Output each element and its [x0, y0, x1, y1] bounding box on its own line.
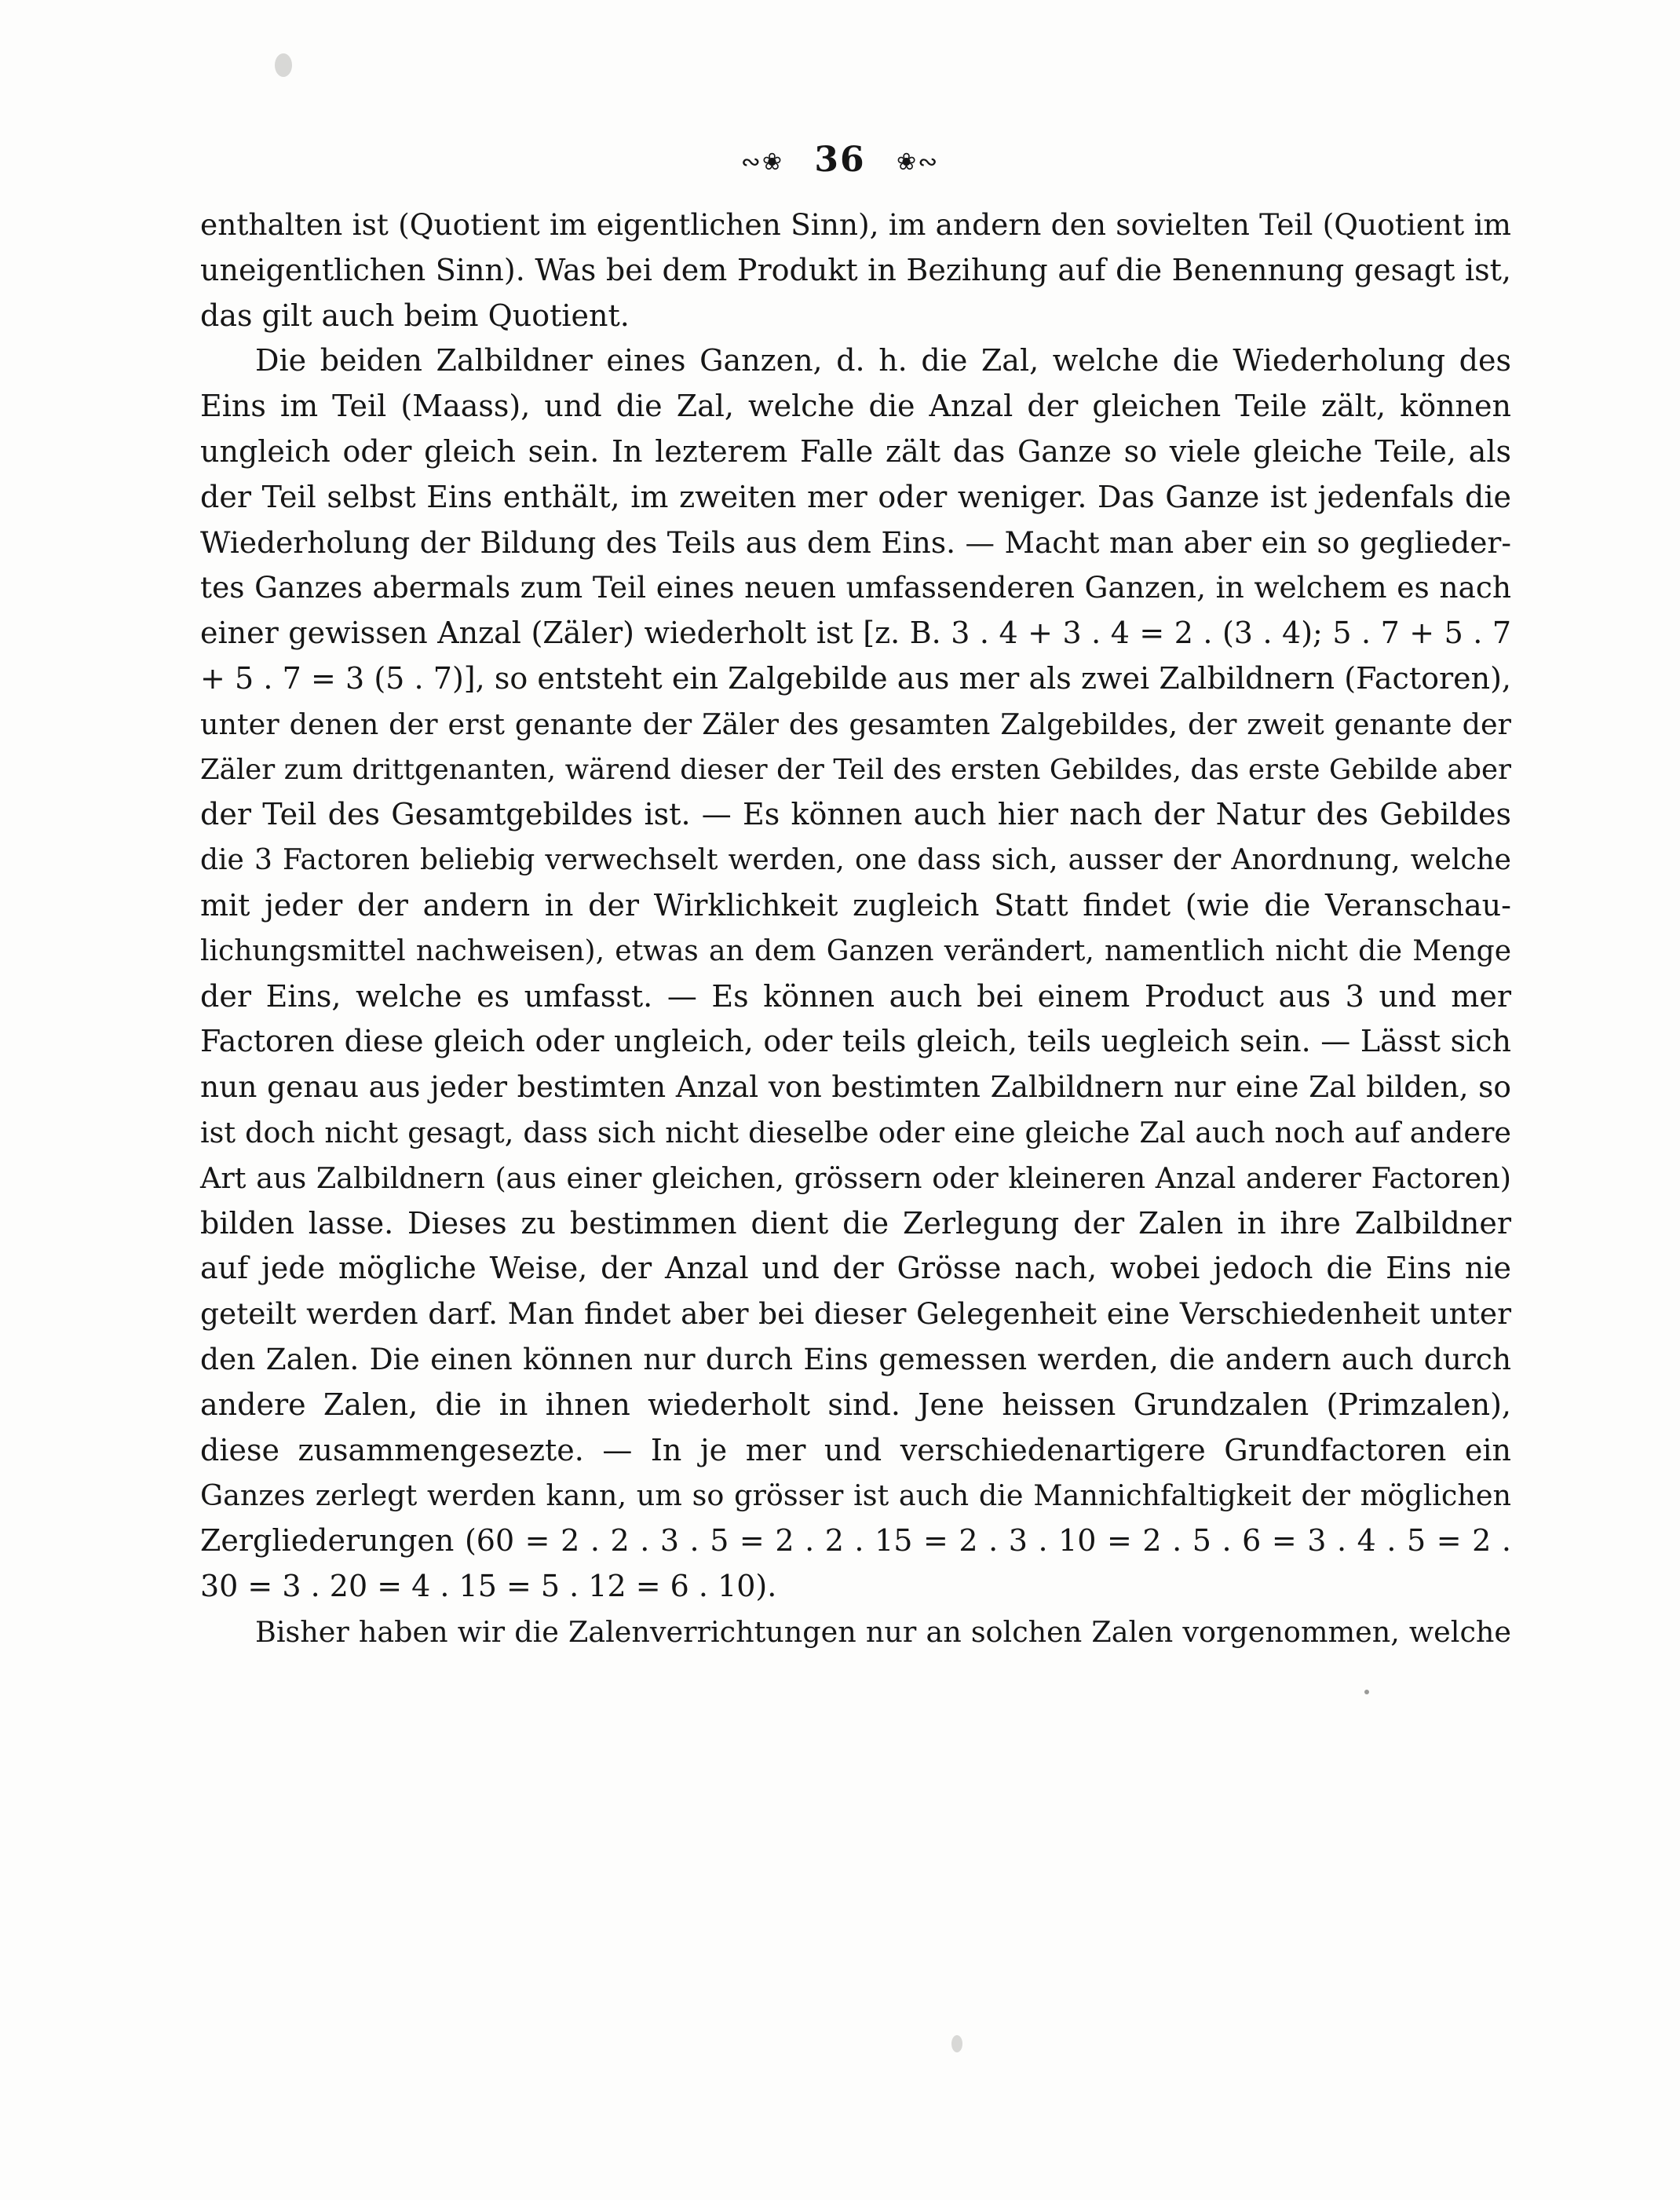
text-line: den Zalen. Die einen können nur durch Eins gemessen werden, die andern auch durch — [200, 1341, 1511, 1376]
text-line: + 5 . 7 = 3 (5 . 7)], so entsteht ein Zalgebilde aus mer als zwei Zalbildnern (Factoren), — [200, 660, 1511, 696]
text-line: enthalten ist (Quotient im eigentlichen Sinn), im andern den sovielten Teil (Quotient im — [200, 207, 1511, 242]
text-line: Factoren diese gleich oder ungleich, oder teils gleich, teils uegleich sein. — Lässt sich — [200, 1024, 1511, 1059]
page-header — [0, 140, 1680, 180]
body-text — [200, 203, 1511, 1655]
text-line: ungleich oder gleich sein. In lezterem Falle zält das Ganze so viele gleiche Teile, als — [200, 433, 1511, 469]
text-line: uneigentlichen Sinn). Was bei dem Produkt in Bezihung auf die Benennung gesagt ist, — [200, 252, 1511, 287]
text-line: 30 = 3 . 20 = 4 . 15 = 5 . 12 = 6 . 10). — [200, 1568, 777, 1603]
text-line: Art aus Zalbildnern (aus einer gleichen, grössern oder kleineren Anzal anderer Factoren) — [200, 1160, 1511, 1195]
text-line: lichungsmittel nachweisen), etwas an dem Ganzen verändert, namentlich nicht die Menge — [200, 934, 1511, 967]
text-line: Ganzes zerlegt werden kann, um so grösser ist auch die Mannichfaltigkeit der möglichen — [200, 1478, 1511, 1513]
text-line: nun genau aus jeder bestimten Anzal von bestimten Zalbildnern nur eine Zal bilden, so — [200, 1069, 1511, 1105]
text-line: bilden lasse. Dieses zu bestimmen dient die Zerlegung der Zalen in ihre Zalbildner — [200, 1205, 1511, 1241]
text-line: der Teil des Gesamtgebildes ist. — Es können auch hier nach der Natur des Gebildes — [200, 797, 1511, 832]
page-number: 36 — [814, 140, 866, 180]
text-line: der Teil selbst Eins enthält, im zweiten mer oder weniger. Das Ganze ist jedenfals die — [200, 479, 1511, 514]
ornament-left-icon: ∾❀ — [740, 148, 784, 176]
text-line: Wiederholung der Bildung des Teils aus dem Eins. — Macht man aber ein so geglieder- — [200, 524, 1511, 560]
text-line: Zäler zum drittgenanten, wärend dieser der Teil des ersten Gebildes, das erste Gebilde aber — [200, 753, 1511, 786]
text-line: geteilt werden darf. Man findet aber bei dieser Gelegenheit eine Verschiedenheit unter — [200, 1296, 1511, 1332]
text-line: ist doch nicht gesagt, dass sich nicht dieselbe oder eine gleiche Zal auch noch auf andere — [200, 1115, 1511, 1149]
text-line: der Eins, welche es umfasst. — Es können auch bei einem Product aus 3 und mer — [200, 978, 1511, 1014]
text-line: andere Zalen, die in ihnen wiederholt sind. Jene heissen Grundzalen (Primzalen), — [200, 1387, 1511, 1422]
text-line: auf jede mögliche Weise, der Anzal und der Grösse nach, wobei jedoch die Eins nie — [200, 1251, 1511, 1286]
text-line: Die beiden Zalbildner eines Ganzen, d. h. die Zal, welche die Wiederholung des — [255, 343, 1511, 378]
text-line: einer gewissen Anzal (Zäler) wiederholt ist [z. B. 3 . 4 + 3 . 4 = 2 . (3 . 4); 5 . 7 + 5 . 7 — [200, 616, 1511, 651]
text-line: Bisher haben wir die Zalenverrichtungen nur an solchen Zalen vorgenommen, welche — [255, 1614, 1511, 1649]
paper-stain — [951, 2035, 962, 2052]
text-line: das gilt auch beim Quotient. — [200, 298, 630, 333]
text-line: diese zusammengesezte. — In je mer und verschiedenartigere Grundfactoren ein — [200, 1432, 1511, 1467]
text-line: tes Ganzes abermals zum Teil eines neuen umfassenderen Ganzen, in welchem es nach — [200, 570, 1511, 605]
paper-stain — [275, 53, 292, 77]
text-line: unter denen der erst genante der Zäler des gesamten Zalgebildes, der zweit genante der — [200, 707, 1511, 741]
text-line: die 3 Factoren beliebig verwechselt werden, one dass sich, ausser der Anordnung, welche — [200, 844, 1511, 877]
text-line: Zergliederungen (60 = 2 . 2 . 3 . 5 = 2 . 2 . 15 = 2 . 3 . 10 = 2 . 5 . 6 = 3 . 4 . 5 = 2 . — [200, 1523, 1511, 1559]
paper-stain — [1364, 1690, 1369, 1694]
text-line: mit jeder der andern in der Wirklichkeit zugleich Statt findet (wie die Veranschau- — [200, 887, 1511, 923]
text-line: Eins im Teil (Maass), und die Zal, welche die Anzal der gleichen Teile zält, können — [200, 389, 1511, 424]
ornament-right-icon: ❀∾ — [896, 148, 940, 176]
